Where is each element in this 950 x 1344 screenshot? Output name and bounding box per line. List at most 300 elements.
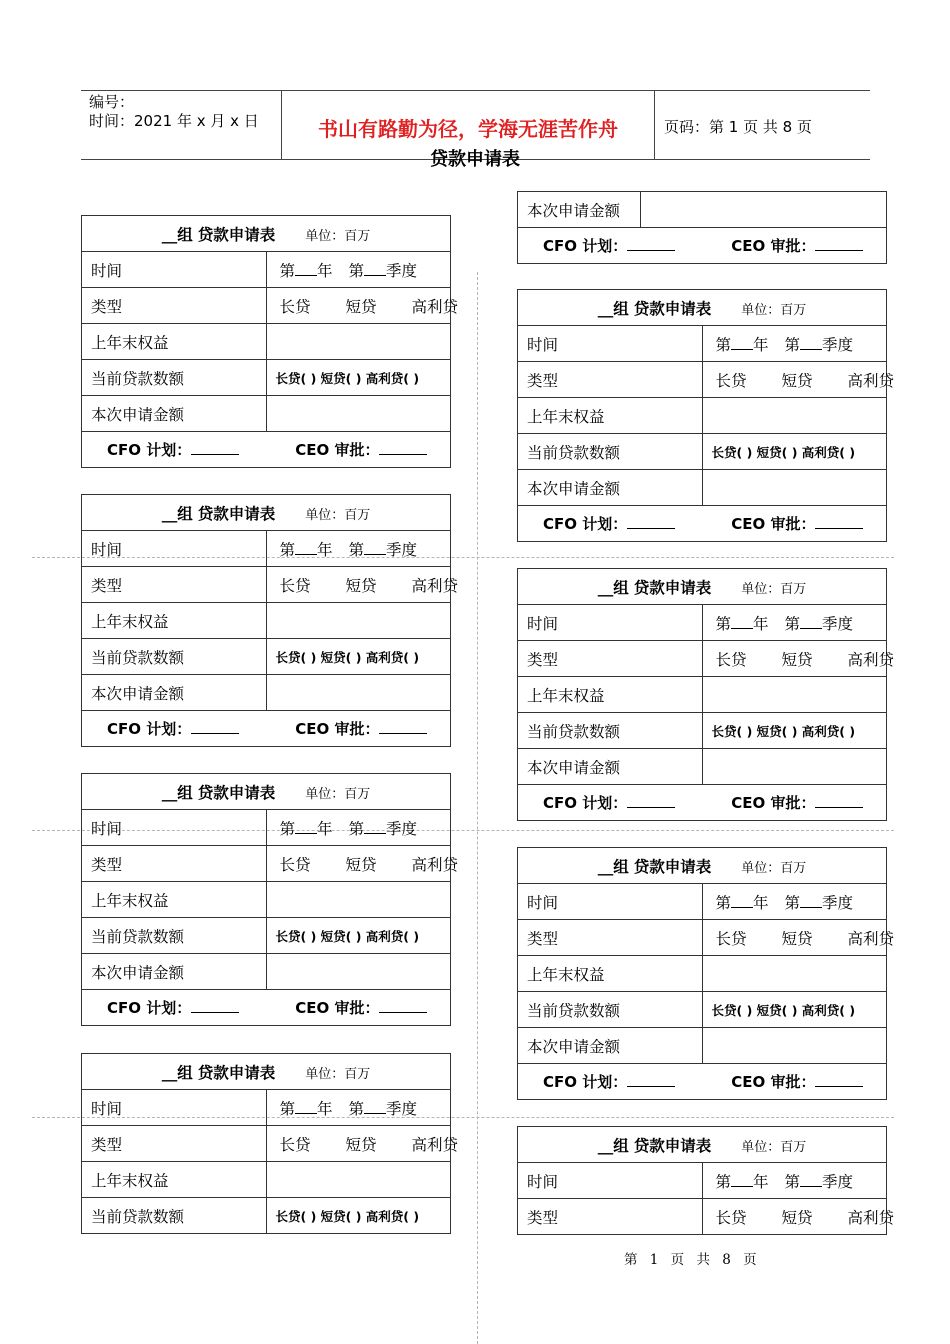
group-label: __组 bbox=[161, 225, 193, 244]
type-field bbox=[266, 1126, 459, 1162]
type-field bbox=[702, 920, 895, 956]
type-field bbox=[702, 362, 895, 398]
quarter-label: 季度 bbox=[822, 893, 854, 912]
time-field bbox=[266, 810, 451, 846]
form-title-row bbox=[518, 848, 887, 884]
apply-amount-field[interactable] bbox=[702, 749, 887, 785]
unit-label: 单位：百万 bbox=[305, 786, 371, 802]
quarter-prefix: 第 bbox=[348, 1099, 365, 1118]
apply-amount-field[interactable] bbox=[702, 1028, 887, 1064]
current-short-loan[interactable]: 短贷( ) bbox=[756, 444, 798, 460]
row-label: 当前贷款数额 bbox=[518, 713, 703, 749]
serial-number-label: 编号： bbox=[89, 93, 135, 111]
loan-application-form bbox=[517, 847, 895, 1100]
quarter-prefix: 第 bbox=[348, 540, 365, 559]
form-row-apply-amount bbox=[518, 1028, 887, 1064]
row-label: 上年末权益 bbox=[518, 677, 703, 713]
year-blank[interactable] bbox=[295, 261, 317, 276]
row-label: 当前贷款数额 bbox=[518, 434, 703, 470]
current-high-loan[interactable]: 高利贷( ) bbox=[365, 649, 420, 665]
time-field bbox=[266, 252, 451, 288]
form-row-current-loans bbox=[82, 1198, 451, 1234]
quarter-blank[interactable] bbox=[800, 335, 822, 350]
type-field bbox=[266, 846, 459, 882]
quarter-prefix: 第 bbox=[348, 261, 365, 280]
type-option-short[interactable]: 短贷 bbox=[781, 650, 813, 669]
group-label: __组 bbox=[161, 504, 193, 523]
type-field bbox=[702, 641, 895, 677]
form-name: 贷款申请表 bbox=[197, 783, 276, 802]
loan-application-form bbox=[517, 289, 895, 542]
form-row-apply-amount bbox=[82, 675, 451, 711]
unit-label: 单位：百万 bbox=[305, 507, 371, 523]
row-label: 本次申请金额 bbox=[518, 749, 703, 785]
time-prefix: 第 bbox=[715, 335, 732, 354]
form-row-approval bbox=[518, 228, 887, 264]
year-blank[interactable] bbox=[295, 819, 317, 834]
ceo-signature-line[interactable] bbox=[815, 516, 863, 529]
current-short-loan[interactable]: 短贷( ) bbox=[756, 723, 798, 739]
quarter-blank[interactable] bbox=[364, 261, 386, 276]
form-name: 贷款申请表 bbox=[633, 857, 712, 876]
cfo-label: CFO 计划： bbox=[107, 441, 192, 459]
form-row-current-loans bbox=[518, 434, 887, 470]
quarter-label: 季度 bbox=[822, 335, 854, 354]
form-row-type bbox=[518, 362, 887, 398]
form-row-approval bbox=[82, 711, 451, 747]
quarter-label: 季度 bbox=[386, 261, 418, 280]
unit-label: 单位：百万 bbox=[305, 228, 371, 244]
row-label: 本次申请金额 bbox=[518, 470, 703, 506]
form-title-row bbox=[518, 569, 887, 605]
form-title-row bbox=[518, 1127, 887, 1163]
row-label: 上年末权益 bbox=[82, 1162, 267, 1198]
row-label: 时间 bbox=[518, 605, 703, 641]
form-row-approval bbox=[518, 785, 887, 821]
approval-row bbox=[82, 711, 451, 747]
apply-amount-field[interactable] bbox=[702, 470, 887, 506]
type-option-high[interactable]: 高利贷 bbox=[411, 855, 459, 874]
quarter-prefix: 第 bbox=[784, 335, 801, 354]
row-label: 上年末权益 bbox=[518, 956, 703, 992]
year-label: 年 bbox=[317, 261, 333, 280]
quarter-blank[interactable] bbox=[364, 1099, 386, 1114]
current-long-loan[interactable]: 长贷( ) bbox=[711, 1002, 753, 1018]
quarter-blank[interactable] bbox=[800, 614, 822, 629]
type-option-high[interactable]: 高利贷 bbox=[411, 1135, 459, 1154]
row-label: 类型 bbox=[82, 846, 267, 882]
quarter-blank[interactable] bbox=[364, 819, 386, 834]
form-row-apply-amount bbox=[518, 749, 887, 785]
form-title bbox=[518, 290, 887, 326]
time-field bbox=[266, 531, 451, 567]
ceo-label: CEO 审批： bbox=[295, 999, 380, 1017]
current-long-loan[interactable]: 长贷( ) bbox=[275, 1208, 317, 1224]
form-row-time bbox=[518, 1163, 887, 1199]
form-row-approval bbox=[518, 506, 887, 542]
ceo-label: CEO 审批： bbox=[731, 515, 816, 533]
type-option-high[interactable]: 高利贷 bbox=[847, 929, 895, 948]
cfo-signature-line[interactable] bbox=[627, 516, 675, 529]
current-high-loan[interactable]: 高利贷( ) bbox=[801, 444, 856, 460]
row-label: 时间 bbox=[82, 531, 267, 567]
ceo-label: CEO 审批： bbox=[295, 720, 380, 738]
loan-application-form bbox=[81, 494, 459, 747]
current-long-loan[interactable]: 长贷( ) bbox=[275, 370, 317, 386]
approval-row bbox=[518, 506, 887, 542]
cfo-signature-line[interactable] bbox=[191, 721, 239, 734]
form-title-row bbox=[82, 216, 451, 252]
approval-row bbox=[82, 432, 451, 468]
type-option-long[interactable]: 长贷 bbox=[715, 1208, 747, 1227]
time-prefix: 第 bbox=[279, 261, 296, 280]
type-option-high[interactable]: 高利贷 bbox=[411, 297, 459, 316]
form-row-equity bbox=[82, 1162, 451, 1198]
current-loans-field bbox=[266, 360, 451, 396]
type-option-high[interactable]: 高利贷 bbox=[847, 371, 895, 390]
row-label: 上年末权益 bbox=[82, 324, 267, 360]
ceo-label: CEO 审批： bbox=[731, 1073, 816, 1091]
row-label: 当前贷款数额 bbox=[82, 639, 267, 675]
group-label: __组 bbox=[597, 857, 629, 876]
form-row-equity bbox=[82, 882, 451, 918]
apply-amount-field[interactable] bbox=[266, 954, 451, 990]
row-label: 当前贷款数额 bbox=[518, 992, 703, 1028]
unit-label: 单位：百万 bbox=[741, 581, 807, 597]
form-row-time bbox=[82, 252, 451, 288]
quarter-label: 季度 bbox=[386, 819, 418, 838]
year-blank[interactable] bbox=[731, 1172, 753, 1187]
form-row-current-loans bbox=[518, 992, 887, 1028]
year-blank[interactable] bbox=[295, 540, 317, 555]
current-loans-field bbox=[702, 434, 887, 470]
form-row-approval bbox=[518, 1064, 887, 1100]
form-row-type bbox=[82, 846, 451, 882]
cut-line-vertical bbox=[477, 272, 478, 1344]
equity-field[interactable] bbox=[266, 1162, 451, 1198]
year-blank[interactable] bbox=[731, 893, 753, 908]
unit-label: 单位：百万 bbox=[305, 1066, 371, 1082]
header-page-info: 页码：第 1 页 共 8 页 bbox=[664, 118, 812, 136]
ceo-label: CEO 审批： bbox=[731, 237, 816, 255]
form-name: 贷款申请表 bbox=[633, 1136, 712, 1155]
approval-row bbox=[518, 785, 887, 821]
type-field bbox=[266, 288, 459, 324]
row-label: 时间 bbox=[82, 810, 267, 846]
current-loans-field bbox=[266, 918, 451, 954]
quarter-blank[interactable] bbox=[364, 540, 386, 555]
form-row-time bbox=[82, 810, 451, 846]
cfo-label: CFO 计划： bbox=[107, 720, 192, 738]
form-row-time bbox=[82, 1090, 451, 1126]
form-row-type bbox=[82, 1126, 451, 1162]
time-label: 时间：2021 年 x 月 x 日 bbox=[89, 112, 259, 130]
current-loans-field bbox=[266, 1198, 451, 1234]
type-option-high[interactable]: 高利贷 bbox=[411, 576, 459, 595]
year-label: 年 bbox=[753, 614, 769, 633]
quarter-label: 季度 bbox=[822, 614, 854, 633]
row-label: 时间 bbox=[82, 1090, 267, 1126]
cfo-signature-line[interactable] bbox=[191, 442, 239, 455]
form-row-approval bbox=[82, 432, 451, 468]
form-row-apply-amount bbox=[518, 470, 887, 506]
header-motto: 书山有路勤为径，学海无涯苦作舟 bbox=[318, 117, 618, 141]
form-title bbox=[82, 495, 451, 531]
year-blank[interactable] bbox=[731, 614, 753, 629]
ceo-label: CEO 审批： bbox=[731, 794, 816, 812]
ceo-signature-line[interactable] bbox=[379, 1000, 427, 1013]
time-field bbox=[702, 605, 887, 641]
quarter-prefix: 第 bbox=[784, 614, 801, 633]
loan-application-form bbox=[81, 215, 459, 468]
current-long-loan[interactable]: 长贷( ) bbox=[711, 444, 753, 460]
form-row-current-loans bbox=[518, 713, 887, 749]
ceo-signature-line[interactable] bbox=[815, 238, 863, 251]
type-option-long[interactable]: 长贷 bbox=[279, 297, 311, 316]
type-option-long[interactable]: 长贷 bbox=[279, 855, 311, 874]
current-short-loan[interactable]: 短贷( ) bbox=[320, 370, 362, 386]
cfo-label: CFO 计划： bbox=[107, 999, 192, 1017]
unit-label: 单位：百万 bbox=[741, 302, 807, 318]
group-label: __组 bbox=[597, 578, 629, 597]
type-option-short[interactable]: 短贷 bbox=[345, 1135, 377, 1154]
current-long-loan[interactable]: 长贷( ) bbox=[275, 649, 317, 665]
form-row-equity bbox=[82, 324, 451, 360]
document-title: 贷款申请表 bbox=[430, 149, 520, 170]
ceo-signature-line[interactable] bbox=[379, 442, 427, 455]
year-label: 年 bbox=[317, 540, 333, 559]
quarter-label: 季度 bbox=[386, 540, 418, 559]
equity-field[interactable] bbox=[702, 398, 887, 434]
page-footer: 第 1 页 共 8 页 bbox=[624, 1252, 761, 1268]
cfo-signature-line[interactable] bbox=[627, 1074, 675, 1087]
form-row-equity bbox=[518, 677, 887, 713]
form-row-equity bbox=[82, 603, 451, 639]
time-field bbox=[702, 1163, 887, 1199]
time-prefix: 第 bbox=[279, 540, 296, 559]
time-prefix: 第 bbox=[715, 893, 732, 912]
current-high-loan[interactable]: 高利贷( ) bbox=[365, 1208, 420, 1224]
form-row-current-loans bbox=[82, 918, 451, 954]
apply-amount-field[interactable] bbox=[641, 192, 887, 228]
row-label: 上年末权益 bbox=[82, 603, 267, 639]
loan-application-form bbox=[81, 1053, 459, 1234]
ceo-label: CEO 审批： bbox=[295, 441, 380, 459]
quarter-prefix: 第 bbox=[348, 819, 365, 838]
current-loans-field bbox=[702, 992, 887, 1028]
type-option-short[interactable]: 短贷 bbox=[781, 371, 813, 390]
quarter-blank[interactable] bbox=[800, 893, 822, 908]
time-prefix: 第 bbox=[715, 614, 732, 633]
year-label: 年 bbox=[753, 335, 769, 354]
form-row-approval bbox=[82, 990, 451, 1026]
form-row-apply-amount bbox=[82, 954, 451, 990]
form-row-type bbox=[518, 920, 887, 956]
time-field bbox=[702, 884, 887, 920]
form-row-type bbox=[82, 567, 451, 603]
type-option-long[interactable]: 长贷 bbox=[715, 929, 747, 948]
current-high-loan[interactable]: 高利贷( ) bbox=[801, 723, 856, 739]
form-row-equity bbox=[518, 956, 887, 992]
current-short-loan[interactable]: 短贷( ) bbox=[320, 928, 362, 944]
time-prefix: 第 bbox=[715, 1172, 732, 1191]
time-prefix: 第 bbox=[279, 819, 296, 838]
approval-row bbox=[82, 990, 451, 1026]
type-option-short[interactable]: 短贷 bbox=[781, 1208, 813, 1227]
cfo-label: CFO 计划： bbox=[543, 515, 628, 533]
type-option-high[interactable]: 高利贷 bbox=[847, 650, 895, 669]
year-label: 年 bbox=[753, 1172, 769, 1191]
row-label: 时间 bbox=[518, 1163, 703, 1199]
cfo-label: CFO 计划： bbox=[543, 794, 628, 812]
type-option-short[interactable]: 短贷 bbox=[345, 576, 377, 595]
form-row-time bbox=[82, 531, 451, 567]
row-label: 本次申请金额 bbox=[82, 396, 267, 432]
year-label: 年 bbox=[317, 819, 333, 838]
type-option-long[interactable]: 长贷 bbox=[279, 1135, 311, 1154]
form-row-time bbox=[518, 884, 887, 920]
form-title-row bbox=[82, 1054, 451, 1090]
time-prefix: 第 bbox=[279, 1099, 296, 1118]
quarter-blank[interactable] bbox=[800, 1172, 822, 1187]
row-label: 本次申请金额 bbox=[82, 675, 267, 711]
year-blank[interactable] bbox=[731, 335, 753, 350]
time-field bbox=[702, 326, 887, 362]
current-high-loan[interactable]: 高利贷( ) bbox=[801, 1002, 856, 1018]
current-long-loan[interactable]: 长贷( ) bbox=[711, 723, 753, 739]
row-label: 类型 bbox=[518, 362, 703, 398]
row-label: 上年末权益 bbox=[82, 882, 267, 918]
type-option-long[interactable]: 长贷 bbox=[715, 371, 747, 390]
type-option-short[interactable]: 短贷 bbox=[345, 297, 377, 316]
form-row-current-loans bbox=[82, 639, 451, 675]
group-label: __组 bbox=[597, 299, 629, 318]
cfo-signature-line[interactable] bbox=[627, 238, 675, 251]
form-title bbox=[518, 569, 887, 605]
type-option-short[interactable]: 短贷 bbox=[345, 855, 377, 874]
group-label: __组 bbox=[597, 1136, 629, 1155]
form-name: 贷款申请表 bbox=[633, 299, 712, 318]
form-row-time bbox=[518, 326, 887, 362]
form-row-apply-amount bbox=[82, 396, 451, 432]
form-title bbox=[518, 1127, 887, 1163]
current-loans-field bbox=[702, 713, 887, 749]
form-row-type bbox=[518, 641, 887, 677]
form-row-time bbox=[518, 605, 887, 641]
current-high-loan[interactable]: 高利贷( ) bbox=[365, 370, 420, 386]
row-label: 时间 bbox=[518, 884, 703, 920]
group-label: __组 bbox=[161, 783, 193, 802]
form-title bbox=[82, 774, 451, 810]
row-label: 类型 bbox=[518, 641, 703, 677]
type-field bbox=[266, 567, 459, 603]
row-label: 当前贷款数额 bbox=[82, 918, 267, 954]
cfo-label: CFO 计划： bbox=[543, 237, 628, 255]
equity-field[interactable] bbox=[266, 603, 451, 639]
row-label: 类型 bbox=[518, 920, 703, 956]
quarter-prefix: 第 bbox=[784, 893, 801, 912]
form-name: 贷款申请表 bbox=[197, 225, 276, 244]
row-label: 类型 bbox=[82, 1126, 267, 1162]
row-label: 时间 bbox=[518, 326, 703, 362]
time-field bbox=[266, 1090, 451, 1126]
current-short-loan[interactable]: 短贷( ) bbox=[320, 1208, 362, 1224]
cfo-label: CFO 计划： bbox=[543, 1073, 628, 1091]
equity-field[interactable] bbox=[702, 956, 887, 992]
year-label: 年 bbox=[317, 1099, 333, 1118]
ceo-signature-line[interactable] bbox=[379, 721, 427, 734]
loan-application-form bbox=[81, 773, 459, 1026]
cfo-signature-line[interactable] bbox=[627, 795, 675, 808]
form-row-equity bbox=[518, 398, 887, 434]
form-title-row bbox=[82, 495, 451, 531]
form-title bbox=[82, 216, 451, 252]
form-name: 贷款申请表 bbox=[197, 1063, 276, 1082]
form-title bbox=[518, 848, 887, 884]
quarter-label: 季度 bbox=[386, 1099, 418, 1118]
type-option-long[interactable]: 长贷 bbox=[279, 576, 311, 595]
row-label: 当前贷款数额 bbox=[82, 1198, 267, 1234]
row-label: 本次申请金额 bbox=[518, 192, 641, 228]
form-row-apply-amount bbox=[518, 192, 887, 228]
type-option-long[interactable]: 长贷 bbox=[715, 650, 747, 669]
ceo-signature-line[interactable] bbox=[815, 1074, 863, 1087]
row-label: 类型 bbox=[82, 567, 267, 603]
form-row-current-loans bbox=[82, 360, 451, 396]
form-name: 贷款申请表 bbox=[633, 578, 712, 597]
equity-field[interactable] bbox=[702, 677, 887, 713]
header-meta bbox=[89, 93, 279, 131]
year-label: 年 bbox=[753, 893, 769, 912]
row-label: 类型 bbox=[518, 1199, 703, 1235]
cfo-signature-line[interactable] bbox=[191, 1000, 239, 1013]
row-label: 当前贷款数额 bbox=[82, 360, 267, 396]
row-label: 时间 bbox=[82, 252, 267, 288]
ceo-signature-line[interactable] bbox=[815, 795, 863, 808]
apply-amount-field[interactable] bbox=[266, 675, 451, 711]
form-title-row bbox=[518, 290, 887, 326]
current-short-loan[interactable]: 短贷( ) bbox=[756, 1002, 798, 1018]
current-high-loan[interactable]: 高利贷( ) bbox=[365, 928, 420, 944]
current-loans-field bbox=[266, 639, 451, 675]
quarter-prefix: 第 bbox=[784, 1172, 801, 1191]
form-row-type bbox=[82, 288, 451, 324]
form-title bbox=[82, 1054, 451, 1090]
group-label: __组 bbox=[161, 1063, 193, 1082]
current-long-loan[interactable]: 长贷( ) bbox=[275, 928, 317, 944]
row-label: 本次申请金额 bbox=[82, 954, 267, 990]
type-option-short[interactable]: 短贷 bbox=[781, 929, 813, 948]
row-label: 上年末权益 bbox=[518, 398, 703, 434]
loan-application-form bbox=[517, 568, 895, 821]
equity-field[interactable] bbox=[266, 324, 451, 360]
form-title-row bbox=[82, 774, 451, 810]
equity-field[interactable] bbox=[266, 882, 451, 918]
unit-label: 单位：百万 bbox=[741, 860, 807, 876]
form-row-type bbox=[518, 1199, 887, 1235]
form-name: 贷款申请表 bbox=[197, 504, 276, 523]
loan-form-partial bbox=[517, 191, 887, 264]
unit-label: 单位：百万 bbox=[741, 1139, 807, 1155]
type-option-high[interactable]: 高利贷 bbox=[847, 1208, 895, 1227]
current-short-loan[interactable]: 短贷( ) bbox=[320, 649, 362, 665]
type-field bbox=[702, 1199, 895, 1235]
year-blank[interactable] bbox=[295, 1099, 317, 1114]
loan-application-form bbox=[517, 1126, 895, 1235]
approval-row bbox=[518, 1064, 887, 1100]
apply-amount-field[interactable] bbox=[266, 396, 451, 432]
row-label: 类型 bbox=[82, 288, 267, 324]
